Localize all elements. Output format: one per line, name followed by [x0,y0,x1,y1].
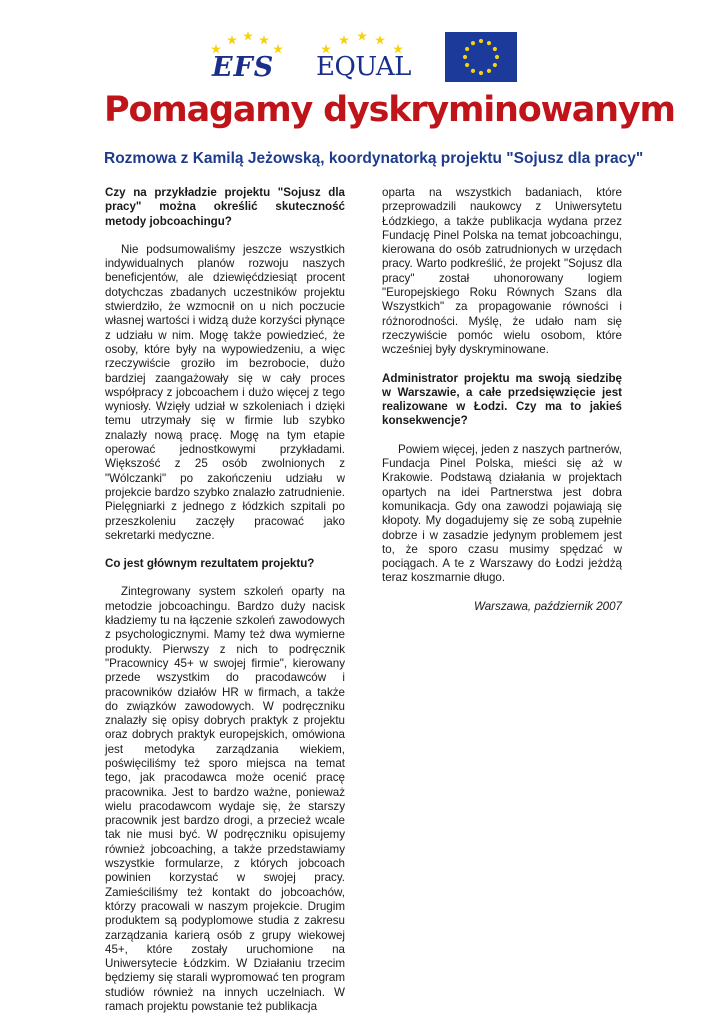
efs-stars-icon [204,30,288,54]
equal-stars-icon [312,30,412,54]
question-2: Co jest głównym rezultatem projektu? [105,557,315,571]
answer-3: Powiem więcej, jeden z naszych partnerów, Fundacja Pinel Polska, mieści się aż w Krakowie. Podstawą działania w projektach opartych na idei Partnerstwa jest dobra komunikacja. Gdy ona zawodzi pojawiają się kłopoty. My dogadujemy się ze sobą zupełnie dobrze i w zasadzie jedynym problemem jest to, że sporo czasu musimy spędzać w pociągach. A te z Warszawy do Łodzi jeżdżą teraz koszmarnie długo. [382,442,622,585]
eu-flag-icon [445,32,517,82]
question-1: Czy na przykładzie projektu "Sojusz dla pracy" można określić skuteczność metody jobcoachingu? [105,186,345,228]
left-column [105,186,345,1014]
equal-logo-text: EQUAL [316,52,411,82]
page-title: Pomagamy dyskryminowanym [104,90,675,130]
signature: Warszawa, październik 2007 [473,599,622,613]
question-3: Administrator projektu ma swoją siedzibę w Warszawie, a całe przedsięwzięcie jest realizowane w Łodzi. Czy ma to jakieś konsekwencje? [382,371,622,428]
answer-2: Zintegrowany system szkoleń oparty na metodzie jobcoachingu. Bardzo duży nacisk kładziemy tu na łączenie szkoleń zawodowych z psychologicznymi. Mamy też dwa wymierne produkty. Pierwszy z nich to podręcznik "Pracownicy 45+ w swojej firmie", kierowany przede wszystkim do pracodawców i pracowników działów HR w firmach, a także do związków zawodowych. W podręczniku znalazły się opisy dobrych praktyk z projektu oraz dobrych praktyk europejskich, omówiona jest metodyka zarządzania wiekiem, poświęciliśmy też sporo miejsca na temat tego, jak pracodawca może ocenić pracę pracownika. Jest to bardzo ważne, ponieważ wielu pracodawcom wydaje się, że starszy pracownik jest bardzo drogi, a przecież wcale tak nie musi być. W podręczniku opisujemy również jobcoaching, a także przedstawiamy wszystkie formularze, z których jobcoach powinien korzystać w swojej pracy. Zamieściliśmy też kontakt do jobcoachów, którzy pracowali w naszym projekcie. Drugim produktem są podyplomowe studia z zakresu zarządzania karierą osób z grupy wiekowej 45+, które zostały uruchomione na Uniwersytecie Łódzkim. W Działaniu trzecim będziemy się starali wypromować ten program studiów również na innych uczelniach. W ramach projektu powstanie też publikacja [105,585,345,1014]
answer-1: Nie podsumowaliśmy jeszcze wszystkich indywidualnych planów rozwoju naszych beneficjentów, ale dziewięćdziesiąt procent dotychczas zbadanych uczestników projektu stwierdziło, że wzmocnił on u nich poczucie własnej wartości i widzą duże korzyści płynące z udziału w nim. Mogę także powiedzieć, że osoby, które były na wypowiedzeniu, a więc rzeczywiście groziło im bezrobocie, dużo bardziej zaangażowały się w cały proces współpracy z jobcoachem i dużo więcej z tego wyniosły. Wzięły udział w szkoleniach i dzięki temu utrzymały się w firmie lub szybko znalazły nową pracę. Mogę na tym etapie operować jednostkowymi przykładami. Większość z 25 osób zwolnionych z "Wólczanki" po zakończeniu udziału w projekcie bardzo szybko znalazło zatrudnienie. Pielęgniarki z jednego z łódzkich szpitali po przeszkoleniu zaczęły pracować jako sekretarki medyczne. [105,242,345,542]
logo-bar [0,30,724,86]
page-subtitle: Rozmowa z Kamilą Jeżowską, koordynatorką projektu "Sojusz dla pracy" [104,150,644,167]
right-column [382,186,622,614]
efs-logo-text: EFS [212,52,275,83]
equal-logo [312,30,412,84]
answer-2-continued: oparta na wszystkich badaniach, które przeprowadzili naukowcy z Uniwersytetu Łódzkiego, a także publikacja wydana przez Fundację Pinel Polska na temat jobcoachingu, kierowana do osób zatrudnionych w urzędach pracy. Warto podkreślić, że projekt "Sojusz dla pracy" został uhonorowany logiem "Europejskiego Roku Równych Szans dla Wszystkich" za propagowanie równości i różnorodności. Myślę, że udało nam się rzeczywiście pomóc wielu osobom, które wcześniej były dyskryminowane. [382,186,622,357]
efs-logo [204,30,288,84]
